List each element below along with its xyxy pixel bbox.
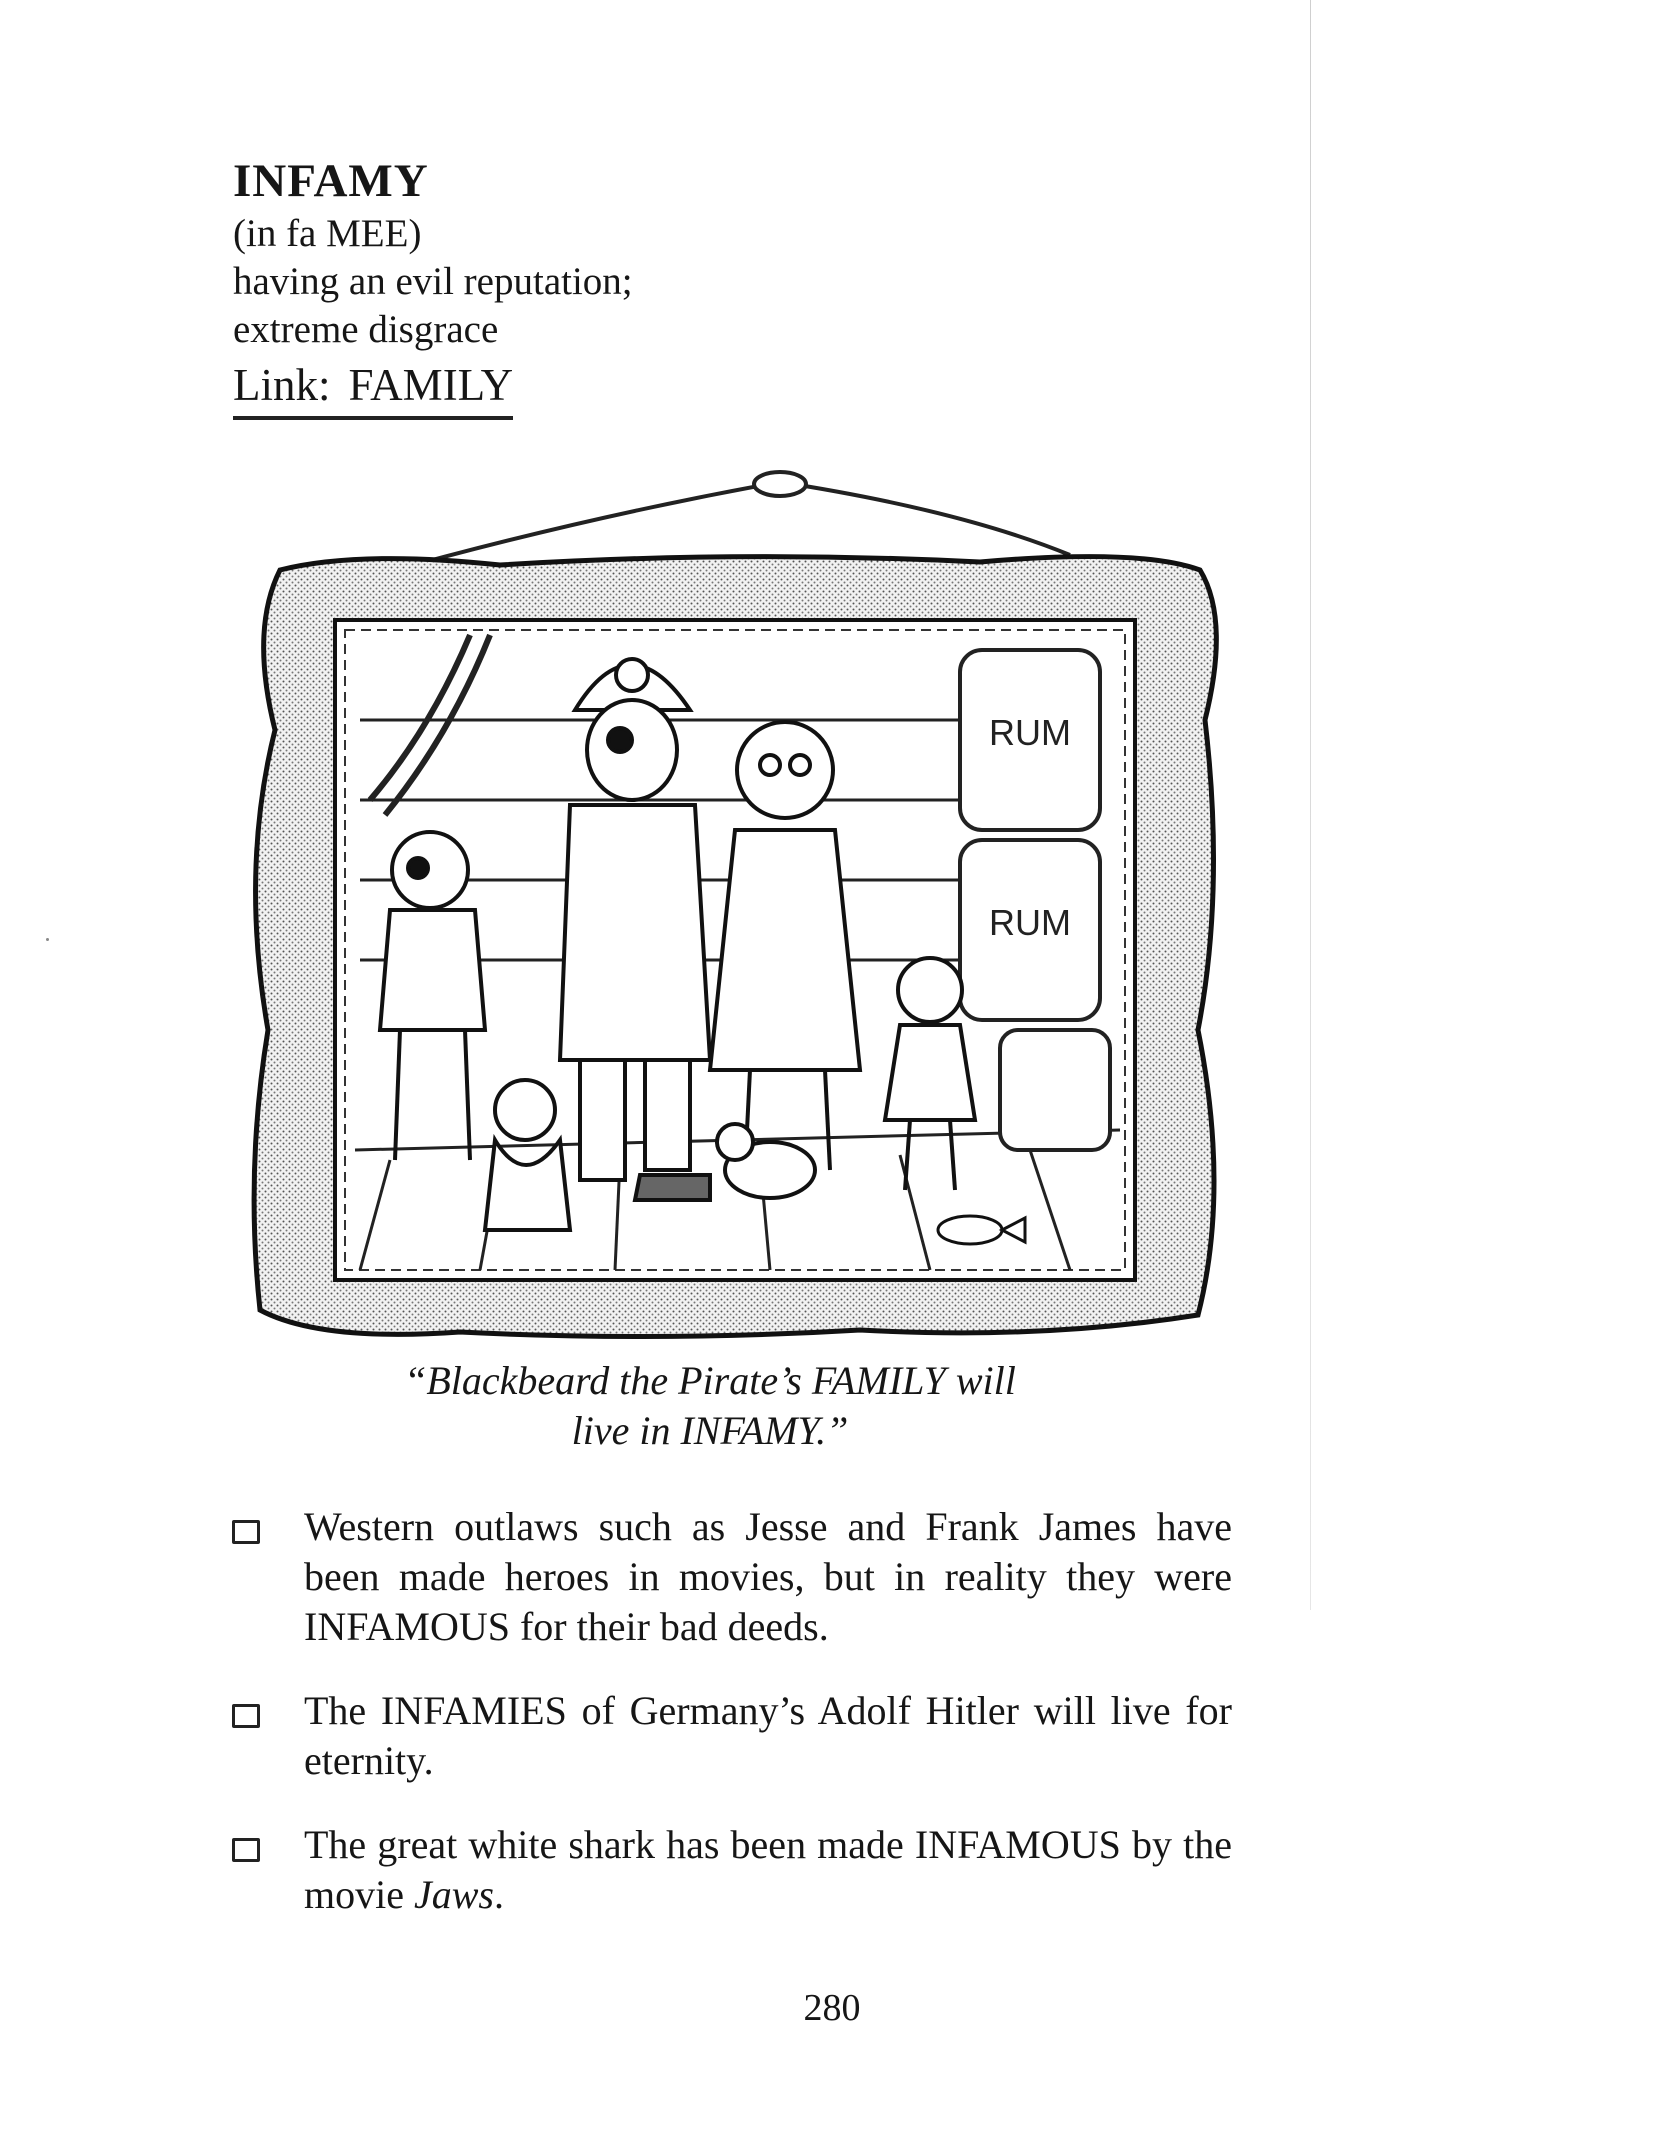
pirate-family-illustration — [240, 470, 1240, 1350]
example-text-end: . — [493, 1872, 504, 1917]
barrel-label-top: RUM — [989, 712, 1071, 753]
vocab-entry — [233, 152, 633, 420]
link-line — [233, 356, 513, 420]
scan-speck — [46, 938, 49, 941]
link-word: FAMILY — [348, 360, 514, 410]
checkbox-bullet-icon — [232, 1838, 260, 1862]
page-number: 280 — [803, 1987, 861, 2029]
caption-line-2: live in INFAMY.” — [571, 1408, 849, 1453]
binding-edge — [1310, 0, 1311, 1610]
checkbox-bullet-icon — [232, 1520, 260, 1544]
example-text: The great white shark has been made INFAMOUS by the movie — [304, 1822, 1232, 1917]
example-text: Western outlaws such as Jesse and Frank James have been made heroes in movies, but in reality they were INFAMOUS for their bad deeds. — [304, 1504, 1232, 1649]
example-sentences — [232, 1502, 1232, 1954]
definition-line-1: having an evil reputation; — [233, 260, 633, 303]
example-text: The INFAMIES of Germany’s Adolf Hitler will live for eternity. — [304, 1688, 1232, 1783]
example-item — [232, 1820, 1232, 1920]
example-item — [232, 1686, 1232, 1786]
barrel-label-bottom: RUM — [989, 902, 1071, 943]
definition-line-2: extreme disgrace — [233, 308, 499, 351]
checkbox-bullet-icon — [232, 1704, 260, 1728]
movie-title: Jaws — [413, 1872, 494, 1917]
illustration-caption — [300, 1356, 1120, 1456]
headword: INFAMY — [233, 155, 429, 207]
link-prefix: Link: — [233, 360, 331, 410]
caption-line-1: “Blackbeard the Pirate’s FAMILY will — [404, 1358, 1016, 1403]
example-item — [232, 1502, 1232, 1652]
pronunciation: (in fa MEE) — [233, 212, 422, 255]
